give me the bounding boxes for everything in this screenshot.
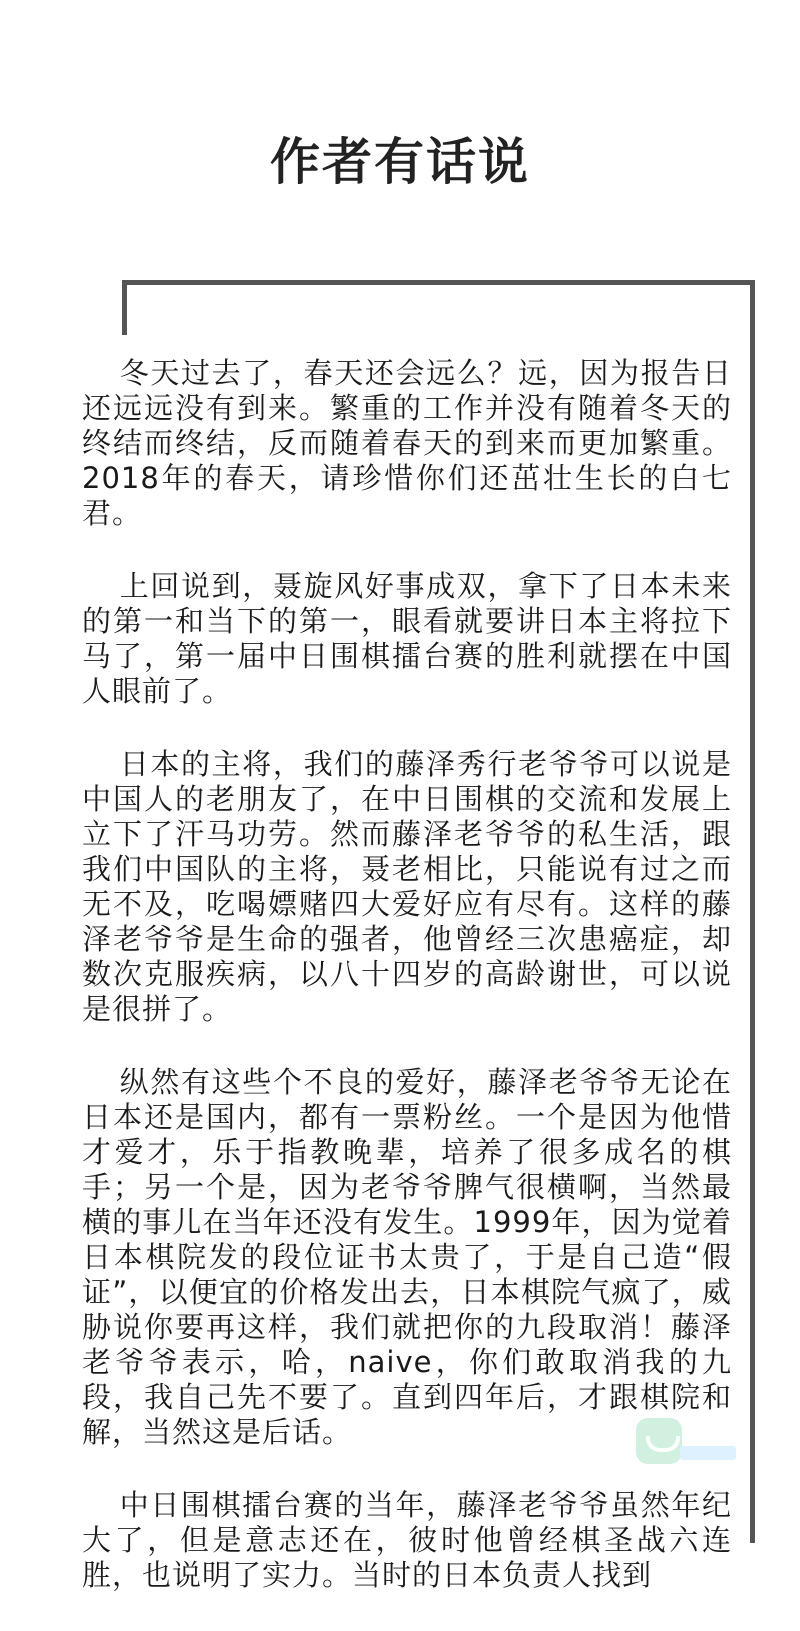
- frame-top-border: [122, 280, 755, 285]
- paragraph-4: 纵然有这些个不良的爱好，藤泽老爷爷无论在日本还是国内，都有一票粉丝。一个是因为他惜才爱才，乐于指教晚辈，培养了很多成名的棋手；另一个是，因为老爷爷脾气很横啊，当然最横的事儿在当年还没有发生。1999年，因为觉着日本棋院发的段位证书太贵了，于是自己造“假证”，以便宜的价格发出去，日本棋院气疯了，威胁说你要再这样，我们就把你的九段取消！藤泽老爷爷表示，哈，naive，你们敢取消我的九段，我自己先不要了。直到四年后，才跟棋院和解，当然这是后话。: [82, 1065, 732, 1449]
- paragraph-5: 中日围棋擂台赛的当年，藤泽老爷爷虽然年纪大了，但是意志还在，彼时他曾经棋圣战六连胜，也说明了实力。当时的日本负责人找到: [82, 1488, 732, 1592]
- watermark-logo-icon: [636, 1418, 736, 1478]
- paragraph-3: 日本的主将，我们的藤泽秀行老爷爷可以说是中国人的老朋友了，在中日围棋的交流和发展上立下了汗马功劳。然而藤泽老爷爷的私生活，跟我们中国队的主将，聂老相比，只能说有过之而无不及，吃喝嫖赌四大爱好应有尽有。这样的藤泽老爷爷是生命的强者，他曾经三次患癌症，却数次克服疾病，以八十四岁的高龄谢世，可以说是很拼了。: [82, 747, 732, 1026]
- article-body: [82, 356, 732, 1631]
- page-title: 作者有话说: [270, 132, 530, 191]
- frame-left-border: [122, 280, 127, 335]
- chat-bubble-icon: [636, 1418, 682, 1464]
- paragraph-2: 上回说到，聂旋风好事成双，拿下了日本未来的第一和当下的第一，眼看就要讲日本主将拉下马了，第一届中日围棋擂台赛的胜利就摆在中国人眼前了。: [82, 569, 732, 708]
- paragraph-1: 冬天过去了，春天还会远么？远，因为报告日还远远没有到来。繁重的工作并没有随着冬天的终结而终结，反而随着春天的到来而更加繁重。2018年的春天，请珍惜你们还茁壮生长的白七君。: [82, 356, 732, 530]
- frame-right-border: [750, 280, 755, 1543]
- watermark-bar: [680, 1446, 736, 1460]
